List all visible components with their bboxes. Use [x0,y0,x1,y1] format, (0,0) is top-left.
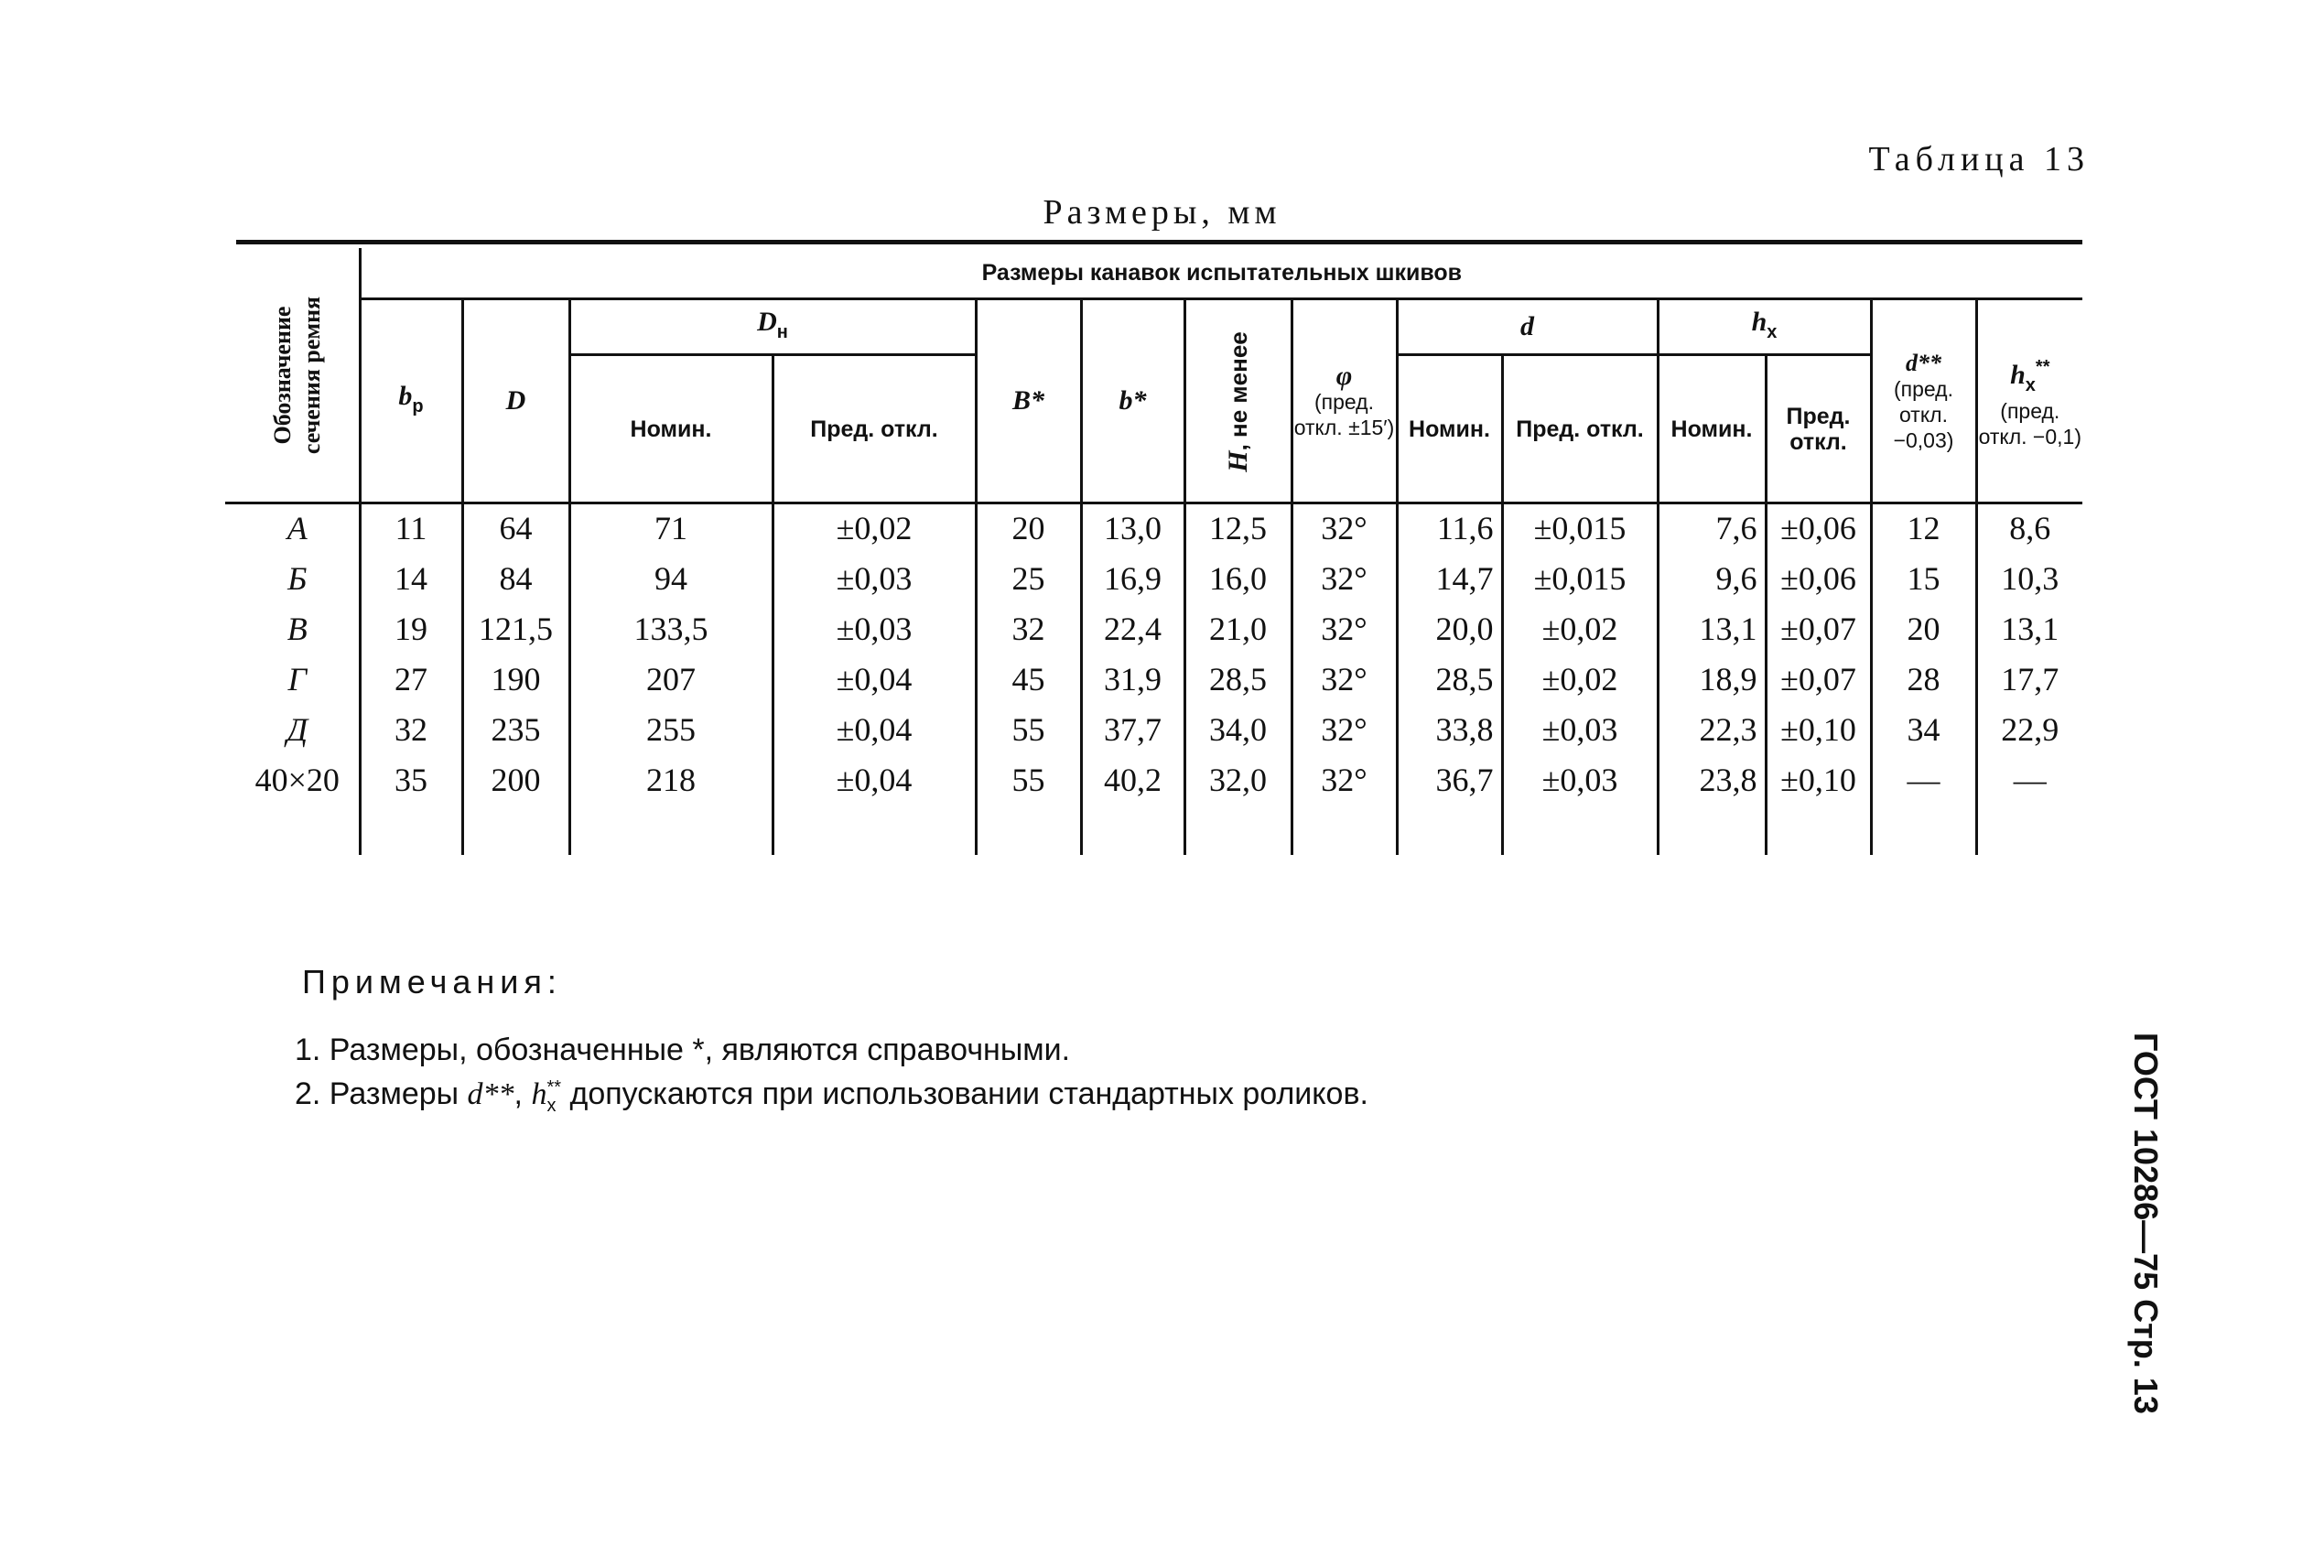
cell-dn-tolerance: ±0,03 [773,553,976,603]
cell-b: 37,7 [1081,704,1184,754]
cell-b: 40,2 [1081,754,1184,805]
table-spacer-row [236,805,2082,855]
cell-phi: 32° [1292,704,1397,754]
cell-hx-nominal: 18,9 [1658,654,1766,704]
cell-d-double-star: — [1871,754,1976,805]
cell-dn-tolerance: ±0,04 [773,754,976,805]
header-hx-tolerance: Пред. откл. [1766,355,1871,503]
cell-d-tolerance: ±0,02 [1502,603,1658,654]
cell-dn-tolerance: ±0,03 [773,603,976,654]
cell-bp: 32 [360,704,462,754]
header-Dn-nominal: Номин. [569,355,773,503]
header-d: d [1397,299,1658,355]
cell-dn-tolerance: ±0,02 [773,503,976,553]
cell-D: 64 [462,503,569,553]
cell-hx-tolerance: ±0,06 [1766,503,1871,553]
cell-designation: Б [287,559,308,597]
cell-H: 28,5 [1184,654,1292,704]
header-hx-nominal: Номин. [1658,355,1766,503]
cell-designation: В [286,610,308,647]
cell-H: 16,0 [1184,553,1292,603]
cell-D: 200 [462,754,569,805]
cell-d-nominal: 14,7 [1397,553,1502,603]
cell-hx-double-star: 22,9 [1976,704,2082,754]
cell-d-double-star: 15 [1871,553,1976,603]
cell-hx-double-star: 13,1 [1976,603,2082,654]
cell-b: 22,4 [1081,603,1184,654]
cell-phi: 32° [1292,503,1397,553]
cell-D: 235 [462,704,569,754]
table-row [236,553,2082,603]
cell-B: 25 [976,553,1081,603]
cell-D: 190 [462,654,569,704]
cell-hx-nominal: 23,8 [1658,754,1766,805]
header-d-nominal: Номин. [1397,355,1502,503]
header-belt-section: Обозначение сечения ремня [268,296,325,455]
table-caption: Размеры, мм [1043,193,1281,232]
cell-d-tolerance: ±0,03 [1502,754,1658,805]
cell-hx-double-star: 17,7 [1976,654,2082,704]
cell-b: 13,0 [1081,503,1184,553]
header-phi: φ (пред. откл. ±15′) [1292,299,1397,503]
cell-bp: 27 [360,654,462,704]
cell-hx-tolerance: ±0,06 [1766,553,1871,603]
cell-phi: 32° [1292,603,1397,654]
cell-D: 121,5 [462,603,569,654]
cell-dn-nominal: 133,5 [569,603,773,654]
header-Dn: $D_н$ [569,299,976,355]
cell-bp: 14 [360,553,462,603]
table-row [236,603,2082,654]
cell-d-nominal: 20,0 [1397,603,1502,654]
table-row [236,754,2082,805]
cell-H: 32,0 [1184,754,1292,805]
dimensions-table [236,248,2082,855]
header-H-min: H, не менее [1184,299,1292,503]
header-b-star: b* [1081,299,1184,503]
cell-d-double-star: 20 [1871,603,1976,654]
table-row [236,704,2082,754]
cell-dn-tolerance: ±0,04 [773,704,976,754]
header-bp: $b_р$ [360,299,462,503]
cell-d-double-star: 12 [1871,503,1976,553]
cell-B: 55 [976,704,1081,754]
cell-hx-tolerance: ±0,10 [1766,704,1871,754]
cell-d-nominal: 36,7 [1397,754,1502,805]
cell-designation: Г [287,660,307,697]
header-B-star: B* [976,299,1081,503]
cell-b: 31,9 [1081,654,1184,704]
cell-d-double-star: 28 [1871,654,1976,704]
cell-d-double-star: 34 [1871,704,1976,754]
cell-H: 21,0 [1184,603,1292,654]
cell-H: 34,0 [1184,704,1292,754]
cell-dn-nominal: 94 [569,553,773,603]
cell-d-nominal: 28,5 [1397,654,1502,704]
cell-d-nominal: 11,6 [1397,503,1502,553]
table-row [236,503,2082,553]
table-row [236,654,2082,704]
header-grooves-group: Размеры канавок испытательных шкивов [360,248,2082,299]
cell-d-tolerance: ±0,03 [1502,704,1658,754]
cell-B: 20 [976,503,1081,553]
side-standard-stamp: ГОСТ 10286—75 Стр. 13 [2127,1033,2165,1414]
note-1: 1. Размеры, обозначенные *, являются справочными. [295,1033,1071,1067]
cell-dn-nominal: 71 [569,503,773,553]
cell-hx-nominal: 13,1 [1658,603,1766,654]
cell-designation: А [286,509,308,546]
cell-dn-nominal: 255 [569,704,773,754]
notes-title: Примечания: [302,963,562,1000]
header-Dn-tolerance: Пред. откл. [773,355,976,503]
cell-hx-double-star: 10,3 [1976,553,2082,603]
header-d-tolerance: Пред. откл. [1502,355,1658,503]
cell-phi: 32° [1292,654,1397,704]
cell-bp: 35 [360,754,462,805]
cell-d-nominal: 33,8 [1397,704,1502,754]
note-2: 2. Размеры d**, $h_x^{**}$ допускаются при использовании стандартных роликов. [295,1076,1368,1116]
cell-designation: 40×20 [254,761,340,798]
table-number: Таблица 13 [1868,140,2090,178]
cell-dn-nominal: 207 [569,654,773,704]
cell-b: 16,9 [1081,553,1184,603]
header-hx: $h_x$ [1658,299,1871,355]
cell-B: 55 [976,754,1081,805]
cell-bp: 11 [360,503,462,553]
cell-hx-tolerance: ±0,10 [1766,754,1871,805]
cell-d-tolerance: ±0,015 [1502,553,1658,603]
cell-hx-double-star: — [1976,754,2082,805]
cell-B: 32 [976,603,1081,654]
cell-B: 45 [976,654,1081,704]
cell-designation: Д [286,710,308,748]
cell-phi: 32° [1292,553,1397,603]
cell-bp: 19 [360,603,462,654]
cell-H: 12,5 [1184,503,1292,553]
cell-hx-nominal: 22,3 [1658,704,1766,754]
cell-hx-nominal: 9,6 [1658,553,1766,603]
cell-D: 84 [462,553,569,603]
cell-dn-nominal: 218 [569,754,773,805]
cell-d-tolerance: ±0,015 [1502,503,1658,553]
cell-d-tolerance: ±0,02 [1502,654,1658,704]
cell-hx-tolerance: ±0,07 [1766,654,1871,704]
table-body [236,503,2082,855]
header-hx-double-star: $h_x^{**}$ (пред. откл. −0,1) [1976,299,2082,503]
cell-hx-double-star: 8,6 [1976,503,2082,553]
cell-hx-nominal: 7,6 [1658,503,1766,553]
header-D: D [462,299,569,503]
table-top-rule [236,240,2082,244]
cell-hx-tolerance: ±0,07 [1766,603,1871,654]
cell-dn-tolerance: ±0,04 [773,654,976,704]
header-d-double-star: d** (пред. откл. −0,03) [1871,299,1976,503]
cell-phi: 32° [1292,754,1397,805]
